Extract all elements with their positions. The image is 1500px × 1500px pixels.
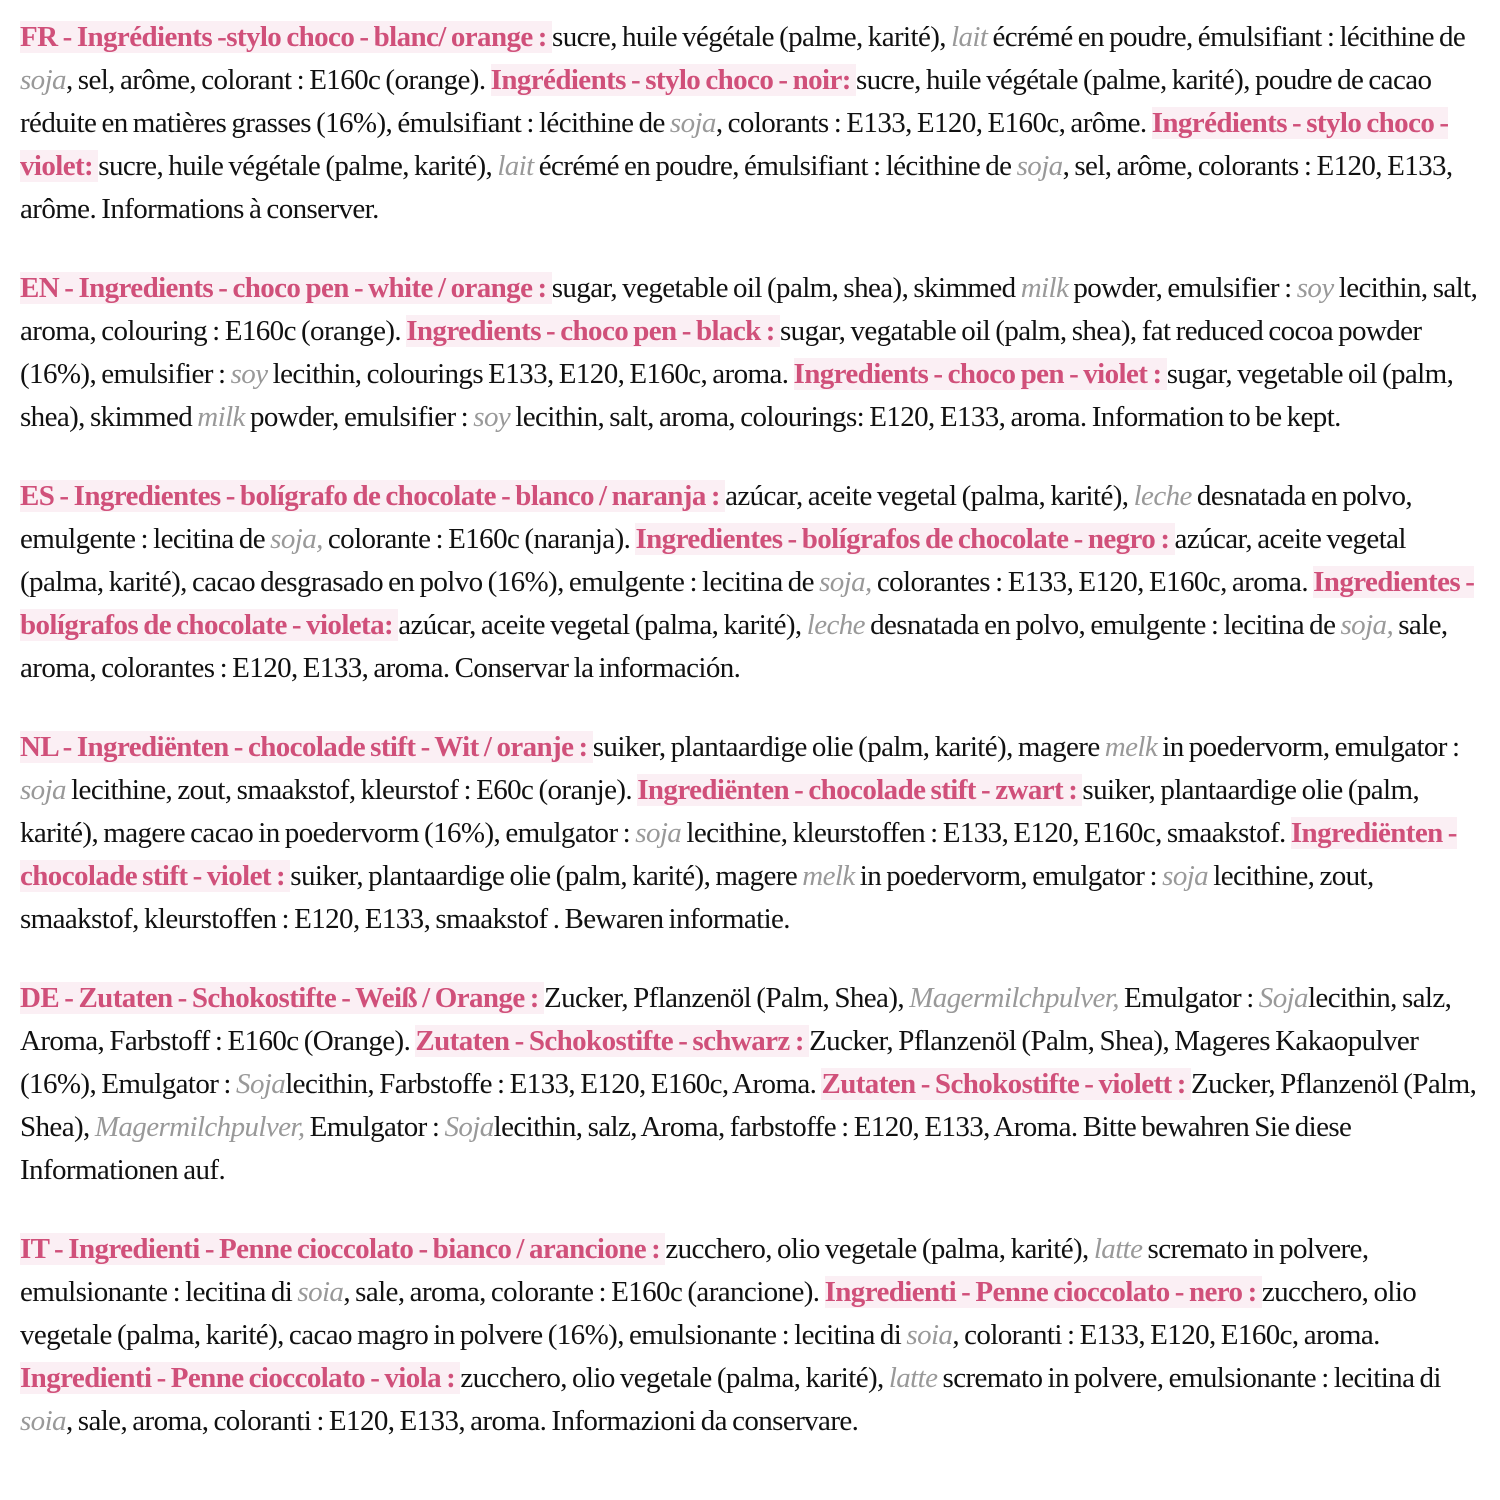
ingredient-text: lecithin, salt, aroma, colouring : E160c (orange). <box>20 272 1478 347</box>
ingredient-paragraph-de <box>20 977 1480 1192</box>
ingredient-text: scremato in polvere, emulsionante : lecitina di <box>20 1233 1369 1308</box>
allergen-word: milk <box>1020 272 1069 304</box>
ingredient-text: , sel, arôme, colorant : E160c (orange). <box>65 64 491 96</box>
ingredient-heading: Ingrediënten - chocolade stift - zwart : <box>637 774 1083 806</box>
ingredient-text: sugar, vegetable oil (palm, shea), skimmed <box>551 272 1021 304</box>
ingredient-heading: Ingredients - choco pen - black : <box>406 315 780 347</box>
ingredient-heading: IT - Ingredienti - Penne cioccolato - bianco / arancione : <box>20 1233 666 1265</box>
ingredient-paragraph-es <box>20 475 1480 690</box>
allergen-word: soia <box>297 1276 344 1308</box>
allergen-word: leche <box>806 609 865 641</box>
allergen-word: lait <box>951 21 988 53</box>
ingredient-heading: Ingredientes - bolígrafos de chocolate - negro : <box>635 523 1175 555</box>
ingredient-text: lecithine, zout, smaakstof, kleurstof : E60c (oranje). <box>65 774 638 806</box>
ingredient-text: scremato in polvere, emulsionante : lecitina di <box>937 1362 1441 1394</box>
allergen-word: soja <box>669 107 716 139</box>
ingredient-text: , colorants : E133, E120, E160c, arôme. <box>715 107 1152 139</box>
ingredient-text: powder, emulsifier : <box>244 401 474 433</box>
ingredient-text: azúcar, aceite vegetal (palma, karité), <box>398 609 807 641</box>
ingredient-text: sucre, huile végétale (palme, karité), <box>98 150 498 182</box>
allergen-word: soja <box>20 774 66 806</box>
allergen-word: Soja <box>1258 982 1308 1014</box>
allergen-word: soy <box>473 401 511 433</box>
ingredient-text: in poedervorm, emulgator : <box>854 860 1163 892</box>
allergen-word: soy <box>1296 272 1334 304</box>
allergen-word: soja <box>20 64 66 96</box>
allergen-word: Soja <box>236 1068 286 1100</box>
ingredient-text: zucchero, olio vegetale (palma, karité), <box>665 1233 1094 1265</box>
ingredient-text: Zucker, Pflanzenöl (Palm, Shea), <box>20 1068 1477 1143</box>
ingredient-paragraph-en <box>20 267 1480 439</box>
allergen-word: latte <box>1093 1233 1143 1265</box>
ingredient-heading: Ingredienti - Penne cioccolato - viola : <box>20 1362 461 1394</box>
ingredient-text: Emulgator : <box>1118 982 1259 1014</box>
ingredient-text: colorante : E160c (naranja). <box>322 523 636 555</box>
ingredient-text: lecithin, salz, Aroma, Farbstoff : E160c (Orange). <box>20 982 1452 1057</box>
ingredient-heading: Ingrédients - stylo choco - violet: <box>20 107 1449 182</box>
ingredient-heading: Zutaten - Schokostifte - violett : <box>821 1068 1191 1100</box>
ingredient-text: azúcar, aceite vegetal (palma, karité), cacao desgrasado en polvo (16%), emulgente : lecitina de <box>20 523 1406 598</box>
allergen-word: leche <box>1133 480 1192 512</box>
ingredient-text: suiker, plantaardige olie (palm, karité), magere <box>290 860 803 892</box>
allergen-word: soja <box>1162 860 1209 892</box>
ingredient-text: écrémé en poudre, émulsifiant : lécithine de <box>533 150 1017 182</box>
ingredient-heading: Ingredients - choco pen - violet : <box>793 358 1167 390</box>
ingredient-text: , coloranti : E133, E120, E160c, aroma. <box>952 1319 1380 1351</box>
ingredient-paragraph-it <box>20 1228 1480 1443</box>
allergen-word: Soja <box>444 1111 494 1143</box>
ingredient-heading: DE - Zutaten - Schokostifte - Weiß / Orange : <box>20 982 544 1014</box>
allergen-word: soja, <box>1340 609 1394 641</box>
ingredient-text: Zucker, Pflanzenöl (Palm, Shea), <box>543 982 910 1014</box>
ingredient-heading: Ingredientes - bolígrafos de chocolate - violeta: <box>20 566 1475 641</box>
allergen-word: lait <box>497 150 534 182</box>
allergen-word: milk <box>197 401 245 433</box>
allergen-word: soja <box>1016 150 1063 182</box>
ingredient-heading: ES - Ingredientes - bolígrafo de chocolate - blanco / naranja : <box>20 480 726 512</box>
ingredient-heading: Ingrediënten - chocolade stift - violet : <box>20 817 1457 892</box>
ingredient-heading: Ingredienti - Penne cioccolato - nero : <box>824 1276 1262 1308</box>
allergen-word: soia <box>20 1405 66 1437</box>
allergen-word: soia <box>906 1319 953 1351</box>
allergen-word: soja <box>635 817 682 849</box>
allergen-word: soy <box>230 358 268 390</box>
ingredient-text: sale, aroma, colorantes : E120, E133, aroma. Conservar la información. <box>20 609 1448 684</box>
ingredient-heading: FR - Ingrédients -stylo choco - blanc/ orange : <box>20 21 553 53</box>
ingredient-heading: NL - Ingrediënten - chocolade stift - Wit / oranje : <box>20 731 593 763</box>
ingredient-text: lecithine, kleurstoffen : E133, E120, E160c, smaakstof. <box>681 817 1291 849</box>
ingredient-text: zucchero, olio vegetale (palma, karité), <box>460 1362 889 1394</box>
ingredient-text: sugar, vegatable oil (palm, shea), fat reduced cocoa powder (16%), emulsifier : <box>20 315 1422 390</box>
allergen-word: Magermilchpulver, <box>94 1111 305 1143</box>
ingredient-text: , sel, arôme, colorants : E120, E133, arôme. Informations à conserver. <box>20 150 1453 225</box>
ingredient-sections <box>20 16 1480 1443</box>
ingredient-heading: Ingrédients - stylo choco - noir: <box>490 64 856 96</box>
ingredient-text: , sale, aroma, colorante : E160c (arancione). <box>343 1276 825 1308</box>
ingredient-text: in poedervorm, emulgator : <box>1157 731 1460 763</box>
ingredient-paragraph-fr <box>20 16 1480 231</box>
ingredient-text: suiker, plantaardige olie (palm, karité), magere <box>592 731 1105 763</box>
ingredient-text: sucre, huile végétale (palme, karité), poudre de cacao réduite en matières grasses (16%), émulsifiant : lécithine de <box>20 64 1432 139</box>
ingredient-text: colorantes : E133, E120, E160c, aroma. <box>871 566 1314 598</box>
ingredient-text: sugar, vegetable oil (palm, shea), skimmed <box>20 358 1454 433</box>
allergen-word: melk <box>802 860 855 892</box>
ingredient-text: lecithine, zout, smaakstof, kleurstoffen : E120, E133, smaakstof . Bewaren informatie. <box>20 860 1374 935</box>
ingredient-text: , sale, aroma, coloranti : E120, E133, aroma. Informazioni da conservare. <box>65 1405 859 1437</box>
ingredient-text: lecithin, salt, aroma, colourings: E120, E133, aroma. Information to be kept. <box>510 401 1341 433</box>
allergen-word: soja, <box>819 566 872 598</box>
ingredient-text: suiker, plantaardige olie (palm, karité), magere cacao in poedervorm (16%), emulgator : <box>20 774 1420 849</box>
ingredient-text: lecithin, salz, Aroma, farbstoffe : E120, E133, Aroma. Bitte bewahren Sie diese Informationen auf. <box>20 1111 1352 1186</box>
ingredient-paragraph-nl <box>20 726 1480 941</box>
ingredient-text: desnatada en polvo, emulgente : lecitina de <box>864 609 1341 641</box>
ingredient-text: powder, emulsifier : <box>1068 272 1297 304</box>
ingredient-text: Emulgator : <box>304 1111 445 1143</box>
ingredient-text: azúcar, aceite vegetal (palma, karité), <box>725 480 1134 512</box>
ingredient-text: sucre, huile végétale (palme, karité), <box>552 21 952 53</box>
allergen-word: Magermilchpulver, <box>909 982 1119 1014</box>
allergen-word: latte <box>888 1362 938 1394</box>
allergen-word: soja, <box>270 523 323 555</box>
ingredient-text: lecithin, colourings E133, E120, E160c, aroma. <box>267 358 794 390</box>
ingredient-heading: Zutaten - Schokostifte - schwarz : <box>415 1025 810 1057</box>
ingredient-text: desnatada en polvo, emulgente : lecitina de <box>20 480 1413 555</box>
ingredient-text: Zucker, Pflanzenöl (Palm, Shea), Mageres Kakaopulver (16%), Emulgator : <box>20 1025 1419 1100</box>
ingredient-text: écrémé en poudre, émulsifiant : lécithine de <box>987 21 1466 53</box>
allergen-word: melk <box>1104 731 1158 763</box>
ingredient-heading: EN - Ingredients - choco pen - white / orange : <box>20 272 552 304</box>
ingredient-text: zucchero, olio vegetale (palma, karité), cacao magro in polvere (16%), emulsionante : lecitina di <box>20 1276 1417 1351</box>
ingredient-text: lecithin, Farbstoffe : E133, E120, E160c, Aroma. <box>285 1068 822 1100</box>
